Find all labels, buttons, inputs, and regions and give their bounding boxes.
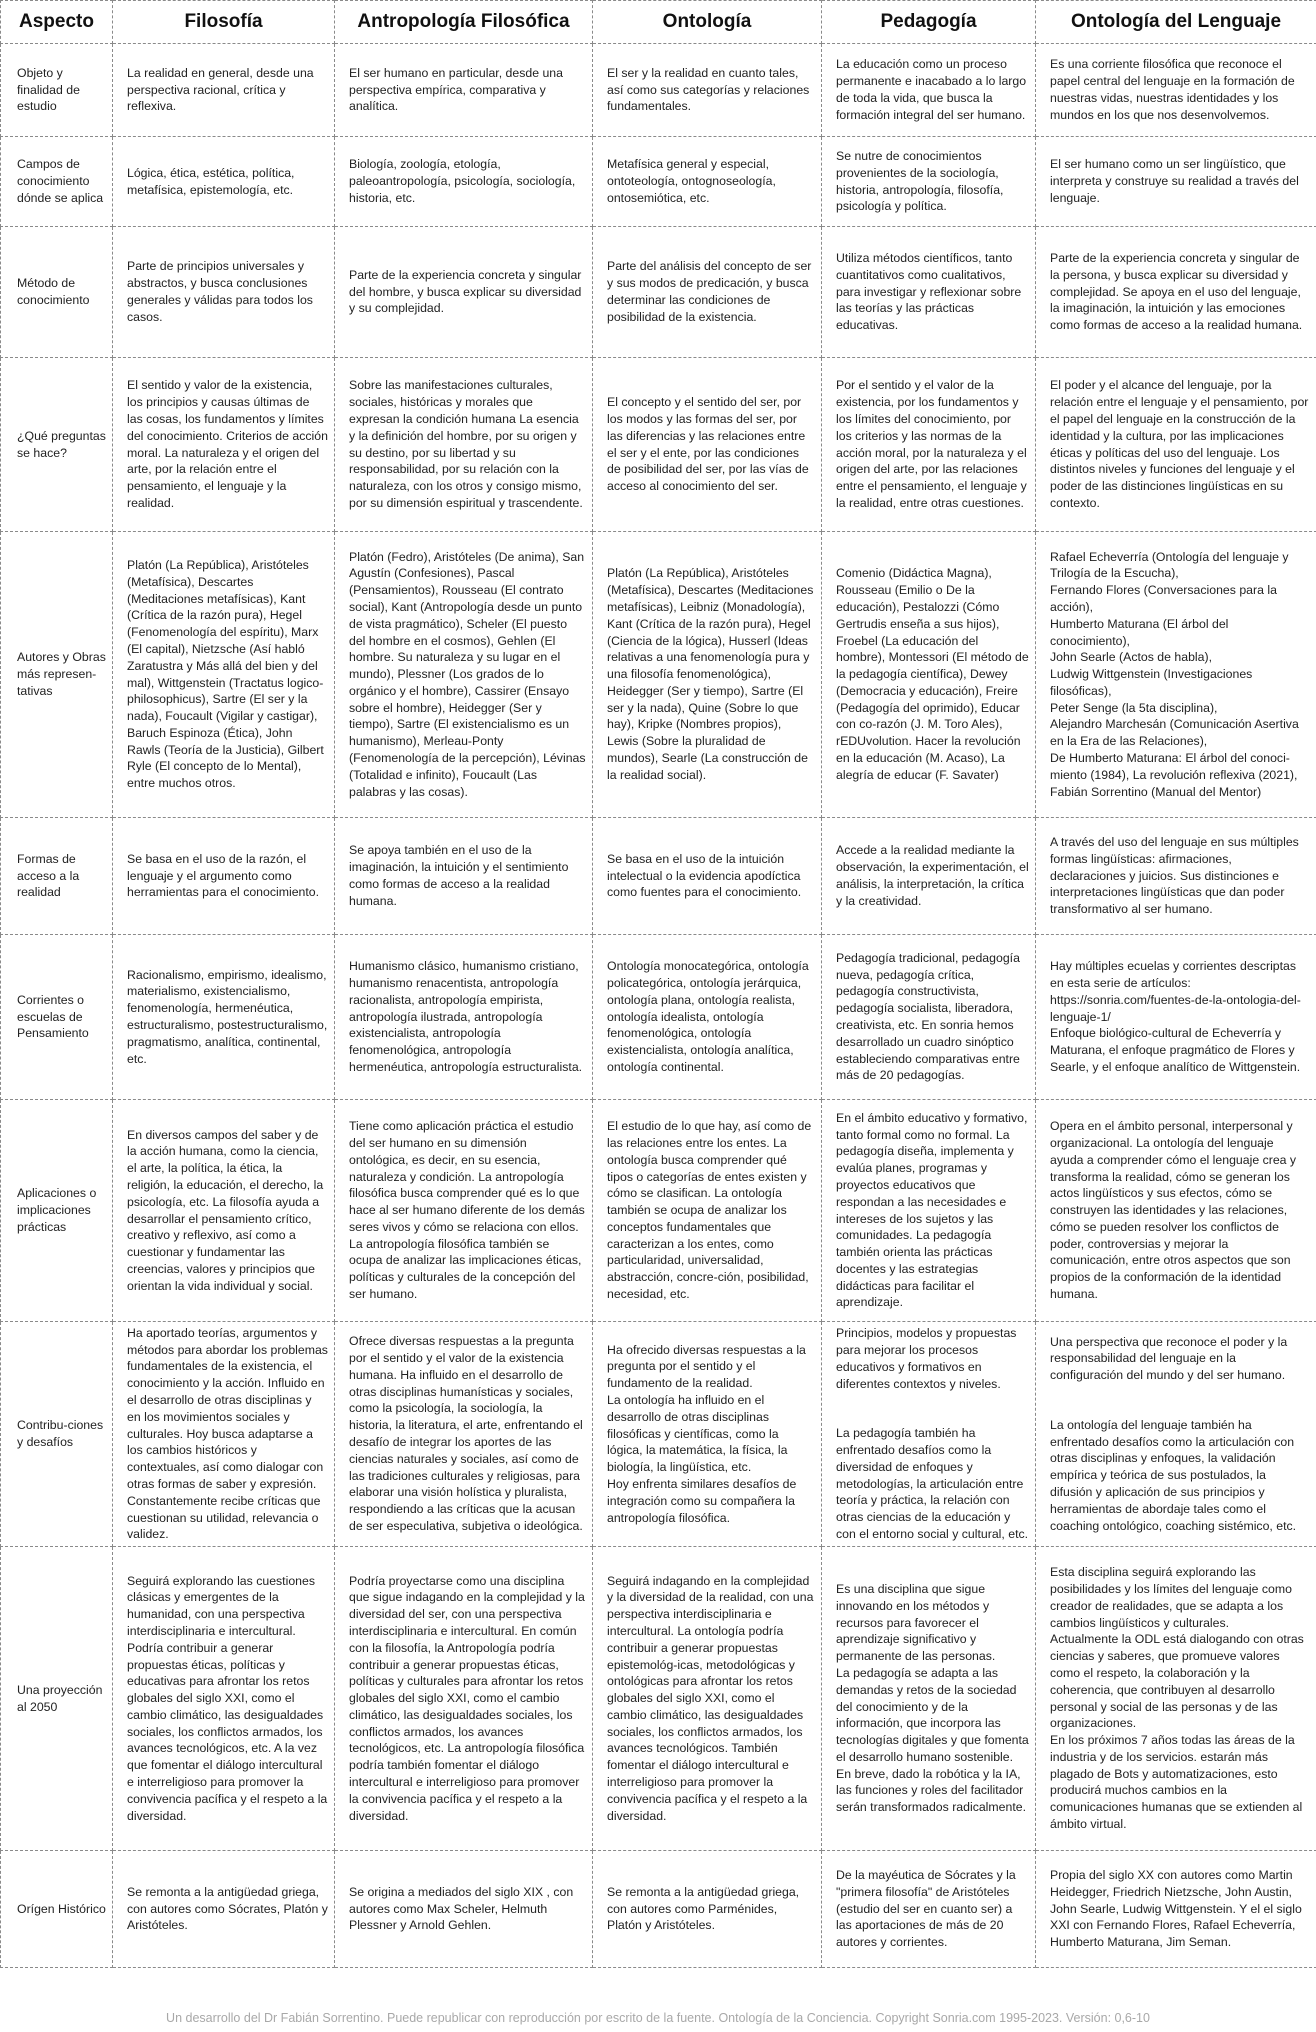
row-aplicaciones bbox=[1, 1100, 1316, 1322]
aspect-cell: Aplicaciones o implicaciones prácticas bbox=[1, 1100, 113, 1322]
table-cell: Comenio (Didáctica Magna), Rousseau (Emilio o De la educación), Pestalozzi (Cómo Gertrudis enseña a sus hijos), Froebel (La educación del hombre), Montessori (El método de la pedagogía científica), Dewey (Democracia y educación), Freire (Pedagogía del oprimido), Educar con co-razón (J. M. Toro Ales), rEDUvolution. Hacer la revolución en la educación (M. Acaso), La alegría de educar (F. Savater) bbox=[822, 532, 1036, 818]
header-row bbox=[1, 1, 1316, 44]
row-contribuciones bbox=[1, 1322, 1316, 1547]
row-origen bbox=[1, 1851, 1316, 1968]
table-cell: Parte de principios universales y abstractos, y busca conclusiones generales y válidas para todos los casos. bbox=[113, 227, 335, 358]
table-cell: El ser humano como un ser lingüístico, que interpreta y construye su realidad a través del lenguaje. bbox=[1036, 137, 1316, 227]
table-cell: La educación como un proceso permanente e inacabado a lo largo de toda la vida, que busca la formación integral del ser humano. bbox=[822, 44, 1036, 137]
table-cell: Humanismo clásico, humanismo cristiano, humanismo renacentista, antropología racionalista, antropología empirista, antropología ilustrada, antropología existencialista, antropología fenomenológica, antropología hermenéutica, antropología estructuralista. bbox=[335, 935, 593, 1100]
table-cell: Parte del análisis del concepto de ser y sus modos de predicación, y busca determinar las condiciones de posibilidad de la existencia. bbox=[593, 227, 822, 358]
header-antropologia-filosofica: Antropología Filosófica bbox=[335, 1, 593, 44]
table-cell: Seguirá indagando en la complejidad y la diversidad de la realidad, con una perspectiva interdisciplinaria e intercultural. La ontología podría contribuir a generar propuestas epistemológ-icas, metodológicas y ontológicas para afrontar los retos globales del siglo XXI, como el cambio climático, las desigualdades sociales, los conflictos armados, los avances tecnológicos. También fomentar el diálogo intercultural e interreligioso para promover la convivencia pacífica y el respeto a la diversidad. bbox=[593, 1547, 822, 1851]
table-cell: Se remonta a la antigüedad griega, con autores como Parménides, Platón y Aristóteles. bbox=[593, 1851, 822, 1968]
table-cell: Se remonta a la antigüedad griega, con autores como Sócrates, Platón y Aristóteles. bbox=[113, 1851, 335, 1968]
header-ontologia-del-lenguaje: Ontología del Lenguaje bbox=[1036, 1, 1316, 44]
aspect-cell: Una proyección al 2050 bbox=[1, 1547, 113, 1851]
table-cell: Utiliza métodos científicos, tanto cuantitativos como cualitativos, para investigar y reflexionar sobre las teorías y las prácticas educativas. bbox=[822, 227, 1036, 358]
row-campos bbox=[1, 137, 1316, 227]
table-cell: Se basa en el uso de la intuición intelectual o la evidencia apodíctica como fuentes para el conocimiento. bbox=[593, 818, 822, 935]
table-cell: Principios, modelos y propuestas para mejorar los procesos educativos y formativos en diferentes contextos y niveles. La pedagogía también ha enfrentado desafíos como la diversidad de enfoques y metodologías, la articulación entre teoría y práctica, la relación con otras ciencias de la educación y con el entorno social y cultural, etc. bbox=[822, 1322, 1036, 1547]
table-cell: El concepto y el sentido del ser, por los modos y las formas del ser, por las diferencias y las relaciones entre el ser y el ente, por las condiciones de posibilidad del ser, por las vías de acceso al conocimiento del ser. bbox=[593, 358, 822, 532]
aspect-cell: ¿Qué preguntas se hace? bbox=[1, 358, 113, 532]
aspect-cell: Objeto y finalidad de estudio bbox=[1, 44, 113, 137]
header-ontologia: Ontología bbox=[593, 1, 822, 44]
table-cell: Podría proyectarse como una disciplina que sigue indagando en la complejidad y la diversidad del ser, con una perspectiva interdisciplinaria e intercultural. En común con la filosofía, la Antropología podría contribuir a generar propuestas éticas, políticas y culturales para afrontar los retos globales del siglo XXI, como el cambio climático, las desigualdades sociales, los conflictos armados, los avances tecnológicos, etc. La antropología filosófica podría también fomentar el diálogo intercultural e interreligioso para promover la convivencia pacífica y el respeto a la diversidad. bbox=[335, 1547, 593, 1851]
table-cell: Sobre las manifestaciones culturales, sociales, históricas y morales que expresan la condición humana La esencia y la definición del hombre, por su origen y su destino, por su libertad y su responsabilidad, por su relación con la naturaleza, con los otros y consigo mismo, por su dimensión espiritual y trascendente. bbox=[335, 358, 593, 532]
table-cell: Esta disciplina seguirá explorando las posibilidades y los límites del lenguaje como creador de realidades, que se adapta a los cambios lingüísticos y culturales. Actualmente la ODL está dialogando con otras ciencias y saberes, que promueve valores como el respeto, la colaboración y la coherencia, que contribuyen al desarrollo personal y social de las personas y de las organizaciones. En los próximos 7 años todas las áreas de la industria y de los servicios. estarán más plagado de Bots y automatizaciones, esto producirá muchos cambios en la comunicaciones humanas que se extienden al ámbito virtual. bbox=[1036, 1547, 1316, 1851]
table-cell: Platón (Fedro), Aristóteles (De anima), San Agustín (Confesiones), Pascal (Pensamientos), Rousseau (El contrato social), Kant (Antropología desde un punto de vista pragmático), Scheler (El puesto del hombre en el cosmos), Gehlen (El hombre. Su naturaleza y su lugar en el mundo), Plessner (Los grados de lo orgánico y el hombre), Cassirer (Ensayo sobre el hombre), Heidegger (Ser y tiempo), Sartre (El existencialismo es un humanismo), Merleau-Ponty (Fenomenología de la percepción), Lévinas (Totalidad e infinito), Foucault (Las palabras y las cosas). bbox=[335, 532, 593, 818]
header-pedagogia: Pedagogía bbox=[822, 1, 1036, 44]
table-cell: Platón (La República), Aristóteles (Metafísica), Descartes (Meditaciones metafísicas), Leibniz (Monadología), Kant (Crítica de la razón pura), Hegel (Ciencia de la lógica), Husserl (Ideas relativas a una fenomenología pura y una filosofía fenomenológica), Heidegger (Ser y tiempo), Sartre (El ser y la nada), Quine (Sobre lo que hay), Kripke (Nombres propios), Lewis (Sobre la pluralidad de mundos), Searle (La construcción de la realidad social). bbox=[593, 532, 822, 818]
table-cell: Seguirá explorando las cuestiones clásicas y emergentes de la humanidad, con una perspectiva interdisciplinaria e intercultural. Podría contribuir a generar propuestas éticas, políticas y educativas para afrontar los retos globales del siglo XXI, como el cambio climático, las desigualdades sociales, los conflictos armados, los avances tecnológicos, etc. A la vez que fomentar el diálogo intercultural e interreligioso para promover la convivencia pacífica y el respeto a la diversidad. bbox=[113, 1547, 335, 1851]
table-cell: Se nutre de conocimientos provenientes de la sociología, historia, antropología, filosofía, psicología y política. bbox=[822, 137, 1036, 227]
aspect-cell: Contribu-ciones y desafíos bbox=[1, 1322, 113, 1547]
table-cell: Una perspectiva que reconoce el poder y la responsabilidad del lenguaje en la configuración del mundo y del ser humano. La ontología del lenguaje también ha enfrentado desafíos como la articulación con otras disciplinas y enfoques, la validación empírica y teórica de sus postulados, la difusión y aplicación de sus principios y herramientas de abordaje tales como el coaching ontológico, coaching sistémico, etc. bbox=[1036, 1322, 1316, 1547]
table-cell: Se origina a mediados del siglo XIX , con autores como Max Scheler, Helmuth Plessner y Arnold Gehlen. bbox=[335, 1851, 593, 1968]
table-cell: Hay múltiples ecuelas y corrientes descriptas en esta serie de artículos: https://sonria.com/fuentes-de-la-ontologia-del-lenguaje-1/ Enfoque biológico-cultural de Echeverría y Maturana, el enfoque pragmático de Flores y Searle, y el enfoque analítico de Wittgenstein. bbox=[1036, 935, 1316, 1100]
table-cell: Ha ofrecido diversas respuestas a la pregunta por el sentido y el fundamento de la realidad. La ontología ha influido en el desarrollo de otras disciplinas filosóficas y científicas, como la lógica, la matemática, la física, la biología, la lingüística, etc. Hoy enfrenta similares desafíos de integración como su compañera la antropología filosófica. bbox=[593, 1322, 822, 1547]
table-cell: Parte de la experiencia concreta y singular de la persona, y busca explicar su diversidad y complejidad. Se apoya en el uso del lenguaje, la imaginación, la intuición y las emociones como formas de acceso a la realidad humana. bbox=[1036, 227, 1316, 358]
table-cell: El poder y el alcance del lenguaje, por la relación entre el lenguaje y el pensamiento, por el papel del lenguaje en la construcción de la identidad y la cultura, por las implicaciones éticas y políticas del uso del lenguaje. Los distintos niveles y funciones del lenguaje y el poder de las distinciones lingüísticas en su contexto. bbox=[1036, 358, 1316, 532]
table-cell: El ser humano en particular, desde una perspectiva empírica, comparativa y analítica. bbox=[335, 44, 593, 137]
table-cell: Opera en el ámbito personal, interpersonal y organizacional. La ontología del lenguaje ayuda a comprender cómo el lenguaje crea y transforma la realidad, cómo se generan los actos lingüísticos y sus efectos, cómo se construyen las identidades y las relaciones, cómo se pueden resolver los conflictos de poder, controversias y mejorar la comunicación, entre otros aspectos que son propios de la conformación de la identidad humana. bbox=[1036, 1100, 1316, 1322]
table-cell: De la mayéutica de Sócrates y la "primera filosofía" de Aristóteles (estudio del ser en cuanto ser) a las aportaciones de más de 20 autores y corrientes. bbox=[822, 1851, 1036, 1968]
table-cell: En diversos campos del saber y de la acción humana, como la ciencia, el arte, la política, la ética, la religión, la educación, el derecho, la psicología, etc. La filosofía ayuda a desarrollar el pensamiento crítico, creativo y reflexivo, así como a cuestionar y fundamentar las creencias, valores y principios que orientan la vida individual y social. bbox=[113, 1100, 335, 1322]
aspect-cell: Orígen Histórico bbox=[1, 1851, 113, 1968]
aspect-cell: Autores y Obras más represen-tativas bbox=[1, 532, 113, 818]
table-cell: El sentido y valor de la existencia, los principios y causas últimas de las cosas, los fundamentos y límites del conocimiento. Criterios de acción moral. La naturaleza y el origen del arte, por la relación entre el pensamiento, el lenguaje y la realidad. bbox=[113, 358, 335, 532]
table-cell: En el ámbito educativo y formativo, tanto formal como no formal. La pedagogía diseña, implementa y evalúa planes, programas y proyectos educativos que respondan a las necesidades e intereses de los sujetos y las comunidades. La pedagogía también orienta las prácticas docentes y las estrategias didácticas para facilitar el aprendizaje. bbox=[822, 1100, 1036, 1322]
table-cell: Se apoya también en el uso de la imaginación, la intuición y el sentimiento como formas de acceso a la realidad humana. bbox=[335, 818, 593, 935]
table-cell: Ontología monocategórica, ontología policategórica, ontología jerárquica, ontología plana, ontología realista, ontología idealista, ontología fenomenológica, ontología existencialista, ontología analítica, ontología continental. bbox=[593, 935, 822, 1100]
row-metodo bbox=[1, 227, 1316, 358]
table-cell: Por el sentido y el valor de la existencia, por los fundamentos y los límites del conocimiento, por los criterios y las normas de la acción moral, por la naturaleza y el origen del arte, por las relaciones entre el pensamiento, el lenguaje y la realidad, entre otras cuestiones. bbox=[822, 358, 1036, 532]
table-cell: Platón (La República), Aristóteles (Metafísica), Descartes (Meditaciones metafísicas), Kant (Crítica de la razón pura), Hegel (Fenomenología del espíritu), Marx (El capital), Nietzsche (Así habló Zaratustra y Más allá del bien y del mal), Wittgenstein (Tractatus logico-philosophicus), Sartre (El ser y la nada), Foucault (Vigilar y castigar), Baruch Espinoza (Ética), John Rawls (Teoría de la Justicia), Gilbert Ryle (El concepto de lo Mental), entre muchos otros. bbox=[113, 532, 335, 818]
row-formas bbox=[1, 818, 1316, 935]
header-aspecto: Aspecto bbox=[1, 1, 113, 44]
table-cell: El estudio de lo que hay, así como de las relaciones entre los entes. La ontología busca comprender qué tipos o categorías de entes existen y cómo se clasifican. La ontología también se ocupa de analizar los conceptos fundamentales que caracterizan a los entes, como particularidad, universalidad, abstracción, concre-ción, posibilidad, necesidad, etc. bbox=[593, 1100, 822, 1322]
table-cell: Accede a la realidad mediante la observación, la experimentación, el análisis, la interpretación, la crítica y la creatividad. bbox=[822, 818, 1036, 935]
table-cell: Es una corriente filosófica que reconoce el papel central del lenguaje en la formación de nuestras vidas, nuestras identidades y los mundos en los que nos desenvolvemos. bbox=[1036, 44, 1316, 137]
header-filosofia: Filosofía bbox=[113, 1, 335, 44]
table-cell: Rafael Echeverría (Ontología del lenguaje y Trilogía de la Escucha), Fernando Flores (Conversaciones para la acción), Humberto Maturana (El árbol del conocimiento), John Searle (Actos de habla), Ludwig Wittgenstein (Investigaciones filosóficas), Peter Senge (la 5ta disciplina), Alejandro Marchesán (Comunicación Asertiva en la Era de las Relaciones), De Humberto Maturana: El árbol del conoci-miento (1984), La revolución reflexiva (2021), Fabián Sorrentino (Manual del Mentor) bbox=[1036, 532, 1316, 818]
table-cell: Es una disciplina que sigue innovando en los métodos y recursos para favorecer el aprendizaje significativo y permanente de las personas. La pedagogía se adapta a las demandas y retos de la sociedad del conocimiento y de la información, que incorpora las tecnologías digitales y que fomenta el desarrollo humano sostenible. En breve, dado la robótica y la IA, las funciones y roles del facilitador serán transformados radicalmente. bbox=[822, 1547, 1036, 1851]
aspect-cell: Campos de conocimiento dónde se aplica bbox=[1, 137, 113, 227]
table-cell: Biología, zoología, etología, paleoantropología, psicología, sociología, historia, etc. bbox=[335, 137, 593, 227]
table-cell: El ser y la realidad en cuanto tales, así como sus categorías y relaciones fundamentales. bbox=[593, 44, 822, 137]
row-proyeccion bbox=[1, 1547, 1316, 1851]
copyright-footer: Un desarrollo del Dr Fabián Sorrentino. Puede republicar con reproducción por escrito de la fuente. Ontología de la Conciencia. Copyright Sonria.com 1995-2023. Versión: 0,6-10 bbox=[166, 2011, 1150, 2025]
table-cell: Tiene como aplicación práctica el estudio del ser humano en su dimensión ontológica, es decir, en su esencia, naturaleza y condición. La antropología filosófica busca comprender qué es lo que hace al ser humano diferente de los demás seres vivos y cómo se relaciona con ellos. La antropología filosófica también se ocupa de analizar las implicaciones éticas, políticas y culturales de la concepción del ser humano. bbox=[335, 1100, 593, 1322]
aspect-cell: Método de conocimiento bbox=[1, 227, 113, 358]
table-cell: Racionalismo, empirismo, idealismo, materialismo, existencialismo, fenomenología, hermenéutica, estructuralismo, postestructuralismo, pragmatismo, analítica, continental, etc. bbox=[113, 935, 335, 1100]
table-cell: Parte de la experiencia concreta y singular del hombre, y busca explicar su diversidad y su complejidad. bbox=[335, 227, 593, 358]
table-cell: Metafísica general y especial, ontoteología, ontognoseología, ontosemiótica, etc. bbox=[593, 137, 822, 227]
table-cell: Pedagogía tradicional, pedagogía nueva, pedagogía crítica, pedagogía constructivista, pedagogía socialista, liberadora, creativista, etc. En sonria hemos desarrollado un cuadro sinóptico estableciendo comparativas entre más de 20 pedagogías. bbox=[822, 935, 1036, 1100]
row-preguntas bbox=[1, 358, 1316, 532]
row-objeto bbox=[1, 44, 1316, 137]
table-cell: Ha aportado teorías, argumentos y métodos para abordar los problemas fundamentales de la existencia, el conocimiento y la acción. Influido en el desarrollo de otras disciplinas y en los movimientos sociales y culturales. Hoy busca adaptarse a los cambios históricos y contextuales, así como dialogar con otras formas de saber y expresión. Constantemente recibe críticas que cuestionan su utilidad, relevancia o validez. bbox=[113, 1322, 335, 1547]
row-autores bbox=[1, 532, 1316, 818]
table-cell: Ofrece diversas respuestas a la pregunta por el sentido y el valor de la existencia humana. Ha influido en el desarrollo de otras disciplinas humanísticas y sociales, como la psicología, la sociología, la historia, la literatura, el arte, enfrentando el desafío de integrar los aportes de las ciencias naturales y sociales, así como de las tradiciones culturales y religiosas, para elaborar una visión holística y pluralista, respondiendo a las críticas que la acusan de ser especulativa, subjetiva o ideológica. bbox=[335, 1322, 593, 1547]
table-cell: Se basa en el uso de la razón, el lenguaje y el argumento como herramientas para el conocimiento. bbox=[113, 818, 335, 935]
aspect-cell: Formas de acceso a la realidad bbox=[1, 818, 113, 935]
table-cell: A través del uso del lenguaje en sus múltiples formas lingüísticas: afirmaciones, declaraciones y juicios. Sus distinciones e interpretaciones lingüísticas que dan poder transformativo al ser humano. bbox=[1036, 818, 1316, 935]
table-cell: Lógica, ética, estética, política, metafísica, epistemología, etc. bbox=[113, 137, 335, 227]
row-corrientes bbox=[1, 935, 1316, 1100]
table-cell: La realidad en general, desde una perspectiva racional, crítica y reflexiva. bbox=[113, 44, 335, 137]
table-cell: Propia del siglo XX con autores como Martin Heidegger, Friedrich Nietzsche, John Austin, John Searle, Ludwig Wittgenstein. Y el el siglo XXI con Fernando Flores, Rafael Echeverría, Humberto Maturana, Jim Seman. bbox=[1036, 1851, 1316, 1968]
aspect-cell: Corrientes o escuelas de Pensamiento bbox=[1, 935, 113, 1100]
